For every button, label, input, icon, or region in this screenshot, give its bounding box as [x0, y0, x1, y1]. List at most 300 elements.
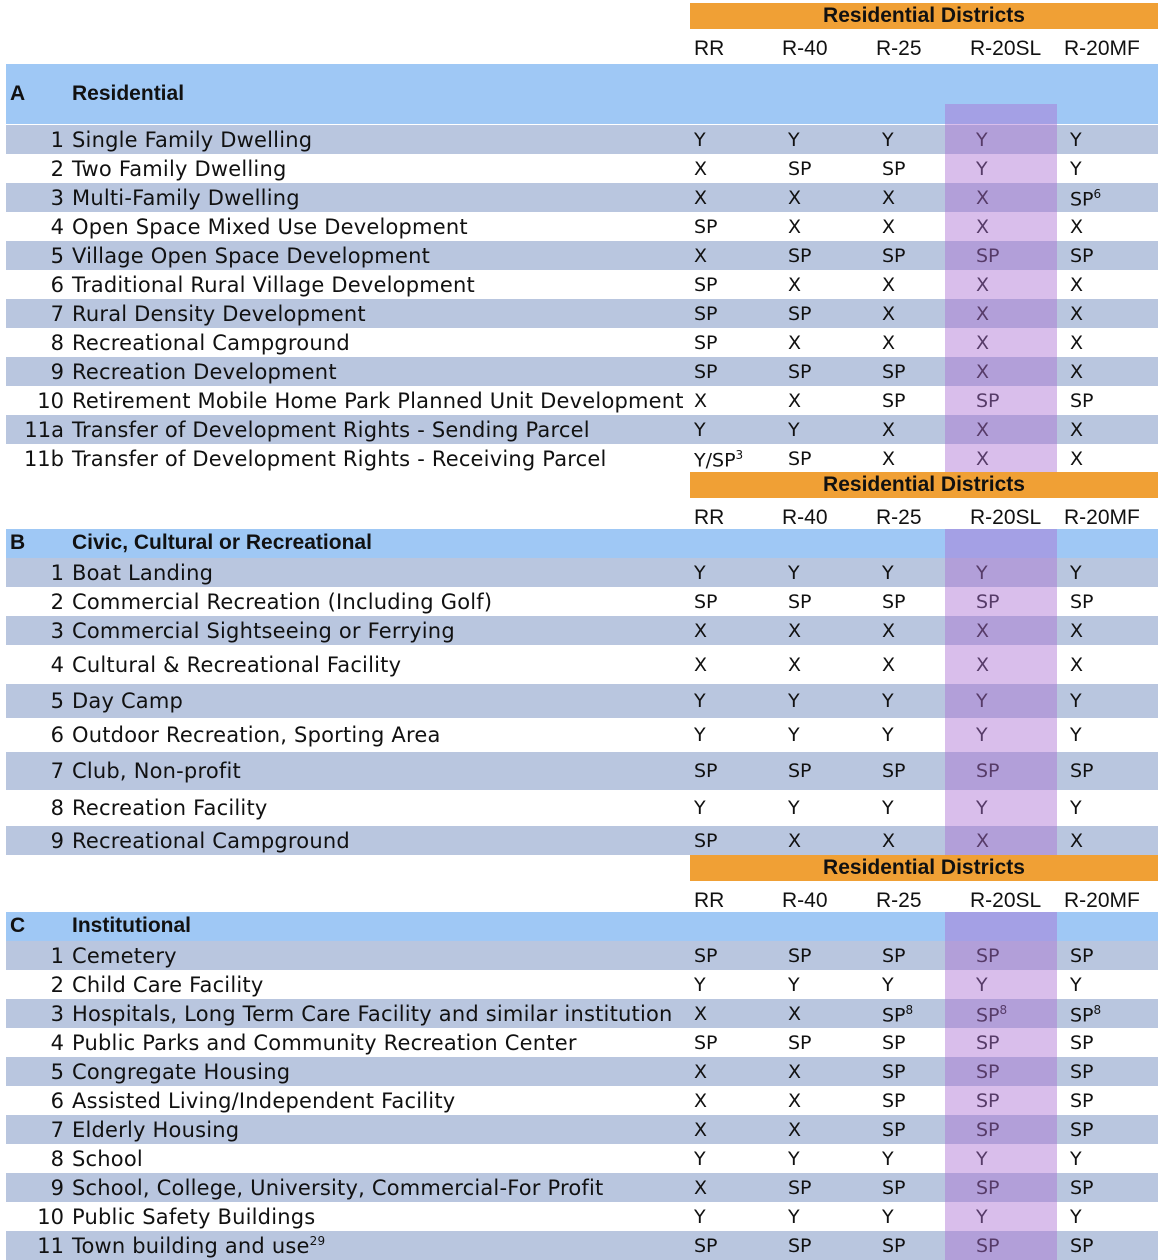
cell-value: SP	[694, 591, 718, 613]
cell-r-20mf	[1070, 274, 1083, 296]
cell-value: Y	[1070, 1206, 1082, 1228]
cell-r-25	[882, 1206, 894, 1228]
cell-value: Y	[882, 797, 894, 819]
cell-value: X	[976, 620, 990, 642]
row-label-text: Two Family Dwelling	[72, 157, 287, 181]
cell-value: Y	[882, 724, 894, 746]
cell-value: Y	[1070, 129, 1082, 151]
cell-value: X	[788, 390, 802, 412]
cell-value: SP	[694, 945, 718, 967]
cell-value: X	[788, 830, 802, 852]
cell-value: X	[976, 274, 990, 296]
column-header-rr: RR	[694, 889, 725, 912]
cell-value: X	[976, 332, 990, 354]
cell-rr	[694, 361, 718, 383]
cell-rr	[694, 216, 718, 238]
cell-r-40	[788, 830, 801, 852]
cell-value: X	[882, 830, 896, 852]
cell-value: Y	[1070, 724, 1082, 746]
cell-value: SP	[1070, 1177, 1094, 1199]
cell-value: SP	[788, 1177, 812, 1199]
cell-value: SP	[882, 1119, 906, 1141]
cell-value: X	[1070, 274, 1084, 296]
cell-value: Y	[882, 562, 894, 584]
cell-value: X	[788, 620, 802, 642]
cell-value: X	[1070, 216, 1084, 238]
cell-r-20mf	[1070, 129, 1082, 151]
column-header-r-40: R-40	[782, 506, 828, 529]
cell-value: Y	[788, 974, 800, 996]
section-letter: A	[10, 82, 26, 105]
cell-value: X	[788, 1003, 802, 1025]
cell-r-25	[882, 303, 895, 325]
column-header-rr: RR	[694, 506, 725, 529]
district-header: Residential Districts	[690, 472, 1158, 498]
district-header: Residential Districts	[690, 3, 1158, 29]
row-label	[72, 186, 300, 210]
cell-r-20mf	[1070, 419, 1083, 441]
cell-r-20mf	[1070, 1206, 1082, 1228]
row-label-text: Public Safety Buildings	[72, 1205, 316, 1229]
cell-rr	[694, 1003, 707, 1025]
row-label-text: Day Camp	[72, 689, 184, 713]
cell-value: X	[882, 332, 896, 354]
cell-value: SP	[694, 216, 718, 238]
row-label	[72, 389, 684, 413]
row-number: 8	[50, 331, 64, 355]
cell-r-25	[882, 1235, 906, 1257]
cell-rr	[694, 1061, 707, 1083]
cell-rr	[694, 448, 743, 471]
cell-value: X	[976, 419, 990, 441]
cell-value: SP	[1070, 1032, 1094, 1054]
cell-value: SP	[788, 591, 812, 613]
cell-value: X	[788, 1090, 802, 1112]
row-label	[72, 1176, 604, 1200]
cell-r-25	[882, 830, 895, 852]
cell-r-20mf	[1070, 361, 1083, 383]
cell-r-40	[788, 1148, 800, 1170]
row-label	[72, 619, 455, 643]
cell-rr	[694, 1090, 707, 1112]
cell-value: X	[788, 216, 802, 238]
cell-rr	[694, 1032, 718, 1054]
cell-value: Y	[976, 724, 988, 746]
column-header-r-40: R-40	[782, 889, 828, 912]
cell-value: SP	[1070, 1090, 1094, 1112]
cell-r-25	[882, 129, 894, 151]
row-label-text: Child Care Facility	[72, 973, 264, 997]
cell-r-20mf	[1070, 830, 1083, 852]
cell-rr	[694, 945, 718, 967]
cell-r-25	[882, 419, 895, 441]
row-label	[72, 1234, 325, 1258]
cell-value: X	[882, 419, 896, 441]
r20sl-column-highlight	[945, 529, 1057, 855]
cell-rr	[694, 1148, 706, 1170]
cell-rr	[694, 187, 707, 209]
cell-value: Y	[976, 1206, 988, 1228]
cell-value: SP	[694, 274, 718, 296]
cell-rr	[694, 974, 706, 996]
row-number: 5	[50, 689, 64, 713]
row-number: 8	[50, 1147, 64, 1171]
column-header-r-40: R-40	[782, 37, 828, 60]
cell-value: SP	[1070, 1235, 1094, 1257]
cell-r-25	[882, 1061, 906, 1083]
row-number: 7	[50, 1118, 64, 1142]
row-number: 2	[50, 973, 64, 997]
cell-value: Y	[694, 1206, 706, 1228]
footnote-marker: 29	[309, 1234, 326, 1248]
cell-value: X	[694, 158, 708, 180]
cell-value: SP	[788, 945, 812, 967]
cell-value: Y	[1070, 974, 1082, 996]
cell-value: X	[1070, 332, 1084, 354]
r20sl-column-highlight	[945, 104, 1057, 472]
cell-value: Y	[788, 724, 800, 746]
cell-r-25	[882, 724, 894, 746]
column-header-r-20sl: R-20SL	[970, 37, 1042, 60]
cell-value: X	[694, 1090, 708, 1112]
cell-value: SP	[694, 332, 718, 354]
cell-value: X	[1070, 419, 1084, 441]
row-label-text: Town building and use	[72, 1234, 310, 1258]
cell-value: Y	[694, 690, 706, 712]
cell-rr	[694, 390, 707, 412]
cell-r-25	[882, 945, 906, 967]
row-label-text: Open Space Mixed Use Development	[72, 215, 468, 239]
cell-value: SP	[882, 1235, 906, 1257]
cell-value: Y	[976, 974, 988, 996]
row-number: 10	[37, 389, 64, 413]
row-label-text: Elderly Housing	[72, 1118, 240, 1142]
cell-r-20mf	[1070, 591, 1094, 613]
row-number: 11	[37, 1234, 64, 1258]
row-label	[72, 1089, 455, 1113]
cell-r-25	[882, 760, 906, 782]
row-label	[72, 157, 287, 181]
row-number: 1	[50, 561, 64, 585]
column-header-rr: RR	[694, 37, 725, 60]
cell-value: SP	[882, 245, 906, 267]
row-number: 4	[50, 653, 64, 677]
cell-value: SP	[882, 1061, 906, 1083]
row-label	[72, 829, 350, 853]
row-label-text: Village Open Space Development	[72, 244, 431, 268]
row-label	[72, 689, 183, 713]
cell-value: Y	[1070, 690, 1082, 712]
cell-value: Y/SP	[694, 449, 736, 472]
row-label-text: Multi-Family Dwelling	[72, 186, 300, 210]
cell-r-25	[882, 974, 894, 996]
cell-value: Y	[1070, 158, 1082, 180]
cell-value: Y	[882, 974, 894, 996]
cell-r-20mf	[1070, 760, 1094, 782]
row-label-text: Transfer of Development Rights - Sending Parcel	[72, 418, 590, 442]
cell-r-40	[788, 724, 800, 746]
cell-value: SP	[976, 1235, 1000, 1257]
cell-r-20mf	[1070, 216, 1083, 238]
cell-value: Y	[694, 974, 706, 996]
cell-value: Y	[976, 690, 988, 712]
cell-value: SP	[788, 448, 812, 470]
cell-value: Y	[882, 690, 894, 712]
footnote-marker: 6	[1093, 187, 1102, 201]
cell-r-25	[882, 591, 906, 613]
cell-value: SP	[694, 361, 718, 383]
section-letter: C	[10, 914, 26, 937]
cell-rr	[694, 129, 706, 151]
cell-value: X	[976, 216, 990, 238]
row-label	[72, 561, 213, 585]
cell-rr	[694, 274, 718, 296]
cell-rr	[694, 1177, 707, 1199]
cell-r-40	[788, 1032, 812, 1054]
cell-rr	[694, 562, 706, 584]
cell-r-25	[882, 654, 895, 676]
cell-r-40	[788, 129, 800, 151]
row-label	[72, 215, 468, 239]
row-label-text: Cemetery	[72, 944, 177, 968]
cell-rr	[694, 419, 706, 441]
cell-value: SP	[1070, 390, 1094, 412]
row-label-text: School, College, University, Commercial-For Profit	[72, 1176, 604, 1200]
row-label	[72, 1060, 290, 1084]
row-label	[72, 759, 241, 783]
cell-rr	[694, 620, 707, 642]
column-header-r-20sl: R-20SL	[970, 889, 1042, 912]
cell-r-25	[882, 690, 894, 712]
footnote-marker: 8	[1093, 1003, 1102, 1017]
cell-r-20mf	[1070, 690, 1082, 712]
row-label	[72, 973, 263, 997]
cell-r-40	[788, 797, 800, 819]
cell-value: X	[788, 1119, 802, 1141]
cell-value: X	[976, 654, 990, 676]
cell-value: SP	[882, 1032, 906, 1054]
cell-value: SP	[976, 1004, 1000, 1027]
cell-r-20mf	[1070, 1061, 1094, 1083]
cell-r-40	[788, 274, 801, 296]
cell-r-20mf	[1070, 1090, 1094, 1112]
cell-r-20mf	[1070, 158, 1082, 180]
cell-r-25	[882, 1090, 906, 1112]
cell-r-25	[882, 245, 906, 267]
cell-rr	[694, 158, 707, 180]
cell-value: X	[694, 654, 708, 676]
cell-value: X	[788, 332, 802, 354]
cell-r-20mf	[1070, 620, 1083, 642]
cell-value: X	[694, 1177, 708, 1199]
cell-value: X	[882, 216, 896, 238]
cell-value: SP	[976, 1090, 1000, 1112]
cell-value: SP	[788, 1032, 812, 1054]
cell-value: SP	[1070, 1061, 1094, 1083]
cell-value: SP	[976, 1061, 1000, 1083]
cell-r-25	[882, 361, 906, 383]
row-number: 3	[50, 186, 64, 210]
cell-value: SP	[1070, 245, 1094, 267]
cell-value: SP	[882, 1177, 906, 1199]
cell-value: SP	[976, 1177, 1000, 1199]
cell-value: Y	[1070, 562, 1082, 584]
cell-r-20mf	[1070, 974, 1082, 996]
cell-r-40	[788, 1061, 801, 1083]
cell-value: X	[788, 654, 802, 676]
row-label-text: Assisted Living/Independent Facility	[72, 1089, 456, 1113]
cell-r-40	[788, 562, 800, 584]
cell-value: SP	[976, 591, 1000, 613]
cell-r-25	[882, 1032, 906, 1054]
row-label	[72, 244, 430, 268]
cell-r-40	[788, 1235, 812, 1257]
cell-value: X	[694, 1003, 708, 1025]
cell-r-40	[788, 1177, 812, 1199]
column-header-r-20mf: R-20MF	[1064, 37, 1140, 60]
cell-rr	[694, 591, 718, 613]
cell-value: X	[694, 1061, 708, 1083]
cell-r-20mf	[1070, 245, 1094, 267]
cell-rr	[694, 690, 706, 712]
cell-value: X	[976, 187, 990, 209]
cell-value: Y	[694, 562, 706, 584]
section-title: Institutional	[72, 914, 191, 937]
cell-r-40	[788, 187, 801, 209]
footnote-marker: 8	[905, 1003, 914, 1017]
cell-value: Y	[694, 724, 706, 746]
row-label	[72, 796, 268, 820]
cell-rr	[694, 724, 706, 746]
row-label-text: Single Family Dwelling	[72, 128, 313, 152]
cell-r-20mf	[1070, 448, 1083, 470]
cell-r-20mf	[1070, 1119, 1094, 1141]
cell-value: SP	[1070, 591, 1094, 613]
cell-rr	[694, 1206, 706, 1228]
cell-value: SP	[1070, 945, 1094, 967]
row-number: 10	[37, 1205, 64, 1229]
cell-value: Y	[1070, 1148, 1082, 1170]
row-number: 7	[50, 759, 64, 783]
cell-value: Y	[1070, 797, 1082, 819]
cell-r-40	[788, 945, 812, 967]
cell-value: SP	[1070, 1119, 1094, 1141]
cell-r-20mf	[1070, 562, 1082, 584]
cell-r-20mf	[1070, 390, 1094, 412]
cell-r-25	[882, 216, 895, 238]
cell-value: SP	[882, 760, 906, 782]
row-label-text: Hospitals, Long Term Care Facility and similar institution	[72, 1002, 673, 1026]
row-number: 9	[50, 360, 64, 384]
cell-value: SP	[882, 1004, 906, 1027]
cell-value: X	[976, 830, 990, 852]
cell-r-25	[882, 797, 894, 819]
cell-value: X	[694, 245, 708, 267]
cell-value: X	[788, 187, 802, 209]
cell-value: SP	[788, 1235, 812, 1257]
footnote-marker: 8	[999, 1003, 1008, 1017]
row-label	[72, 1147, 143, 1171]
cell-rr	[694, 303, 718, 325]
cell-value: SP	[882, 158, 906, 180]
row-number: 6	[50, 273, 64, 297]
cell-value: Y	[788, 690, 800, 712]
cell-value: Y	[976, 158, 988, 180]
cell-value: SP	[788, 303, 812, 325]
row-label	[72, 331, 350, 355]
cell-value: Y	[788, 1206, 800, 1228]
cell-value: X	[882, 448, 896, 470]
cell-r-40	[788, 245, 812, 267]
column-header-r-25: R-25	[876, 889, 922, 912]
cell-value: SP	[694, 1235, 718, 1257]
row-label	[72, 1205, 315, 1229]
cell-value: Y	[694, 797, 706, 819]
column-header-r-25: R-25	[876, 37, 922, 60]
cell-r-40	[788, 760, 812, 782]
cell-value: X	[882, 303, 896, 325]
row-number: 5	[50, 1060, 64, 1084]
cell-value: SP	[788, 361, 812, 383]
cell-value: SP	[694, 303, 718, 325]
cell-r-25	[882, 1148, 894, 1170]
cell-r-20mf	[1070, 303, 1083, 325]
cell-r-40	[788, 158, 812, 180]
row-label	[72, 360, 337, 384]
cell-value: X	[694, 187, 708, 209]
cell-r-20mf	[1070, 1003, 1101, 1026]
cell-value: X	[882, 187, 896, 209]
cell-r-25	[882, 1119, 906, 1141]
row-number: 3	[50, 1002, 64, 1026]
cell-value: X	[1070, 654, 1084, 676]
cell-value: SP	[788, 158, 812, 180]
cell-r-40	[788, 620, 801, 642]
row-number: 9	[50, 829, 64, 853]
cell-value: X	[976, 448, 990, 470]
row-label-text: Recreational Campground	[72, 331, 350, 355]
row-label-text: Outdoor Recreation, Sporting Area	[72, 723, 441, 747]
cell-r-20mf	[1070, 332, 1083, 354]
cell-r-25	[882, 620, 895, 642]
row-label-text: Commercial Recreation (Including Golf)	[72, 590, 493, 614]
cell-r-40	[788, 419, 800, 441]
cell-r-20mf	[1070, 187, 1101, 210]
row-label	[72, 944, 177, 968]
row-label	[72, 273, 475, 297]
cell-value: X	[882, 620, 896, 642]
cell-value: Y	[788, 562, 800, 584]
row-number: 2	[50, 157, 64, 181]
cell-r-40	[788, 303, 812, 325]
cell-value: Y	[976, 562, 988, 584]
row-label	[72, 653, 401, 677]
cell-value: X	[882, 654, 896, 676]
cell-r-40	[788, 216, 801, 238]
cell-value: SP	[976, 945, 1000, 967]
row-label	[72, 723, 441, 747]
row-number: 4	[50, 215, 64, 239]
cell-r-40	[788, 974, 800, 996]
cell-r-25	[882, 448, 895, 470]
cell-value: SP	[882, 390, 906, 412]
row-number: 8	[50, 796, 64, 820]
section-title: Residential	[72, 82, 185, 105]
cell-r-20mf	[1070, 945, 1094, 967]
row-number: 3	[50, 619, 64, 643]
section-title: Civic, Cultural or Recreational	[72, 531, 372, 554]
cell-r-25	[882, 187, 895, 209]
